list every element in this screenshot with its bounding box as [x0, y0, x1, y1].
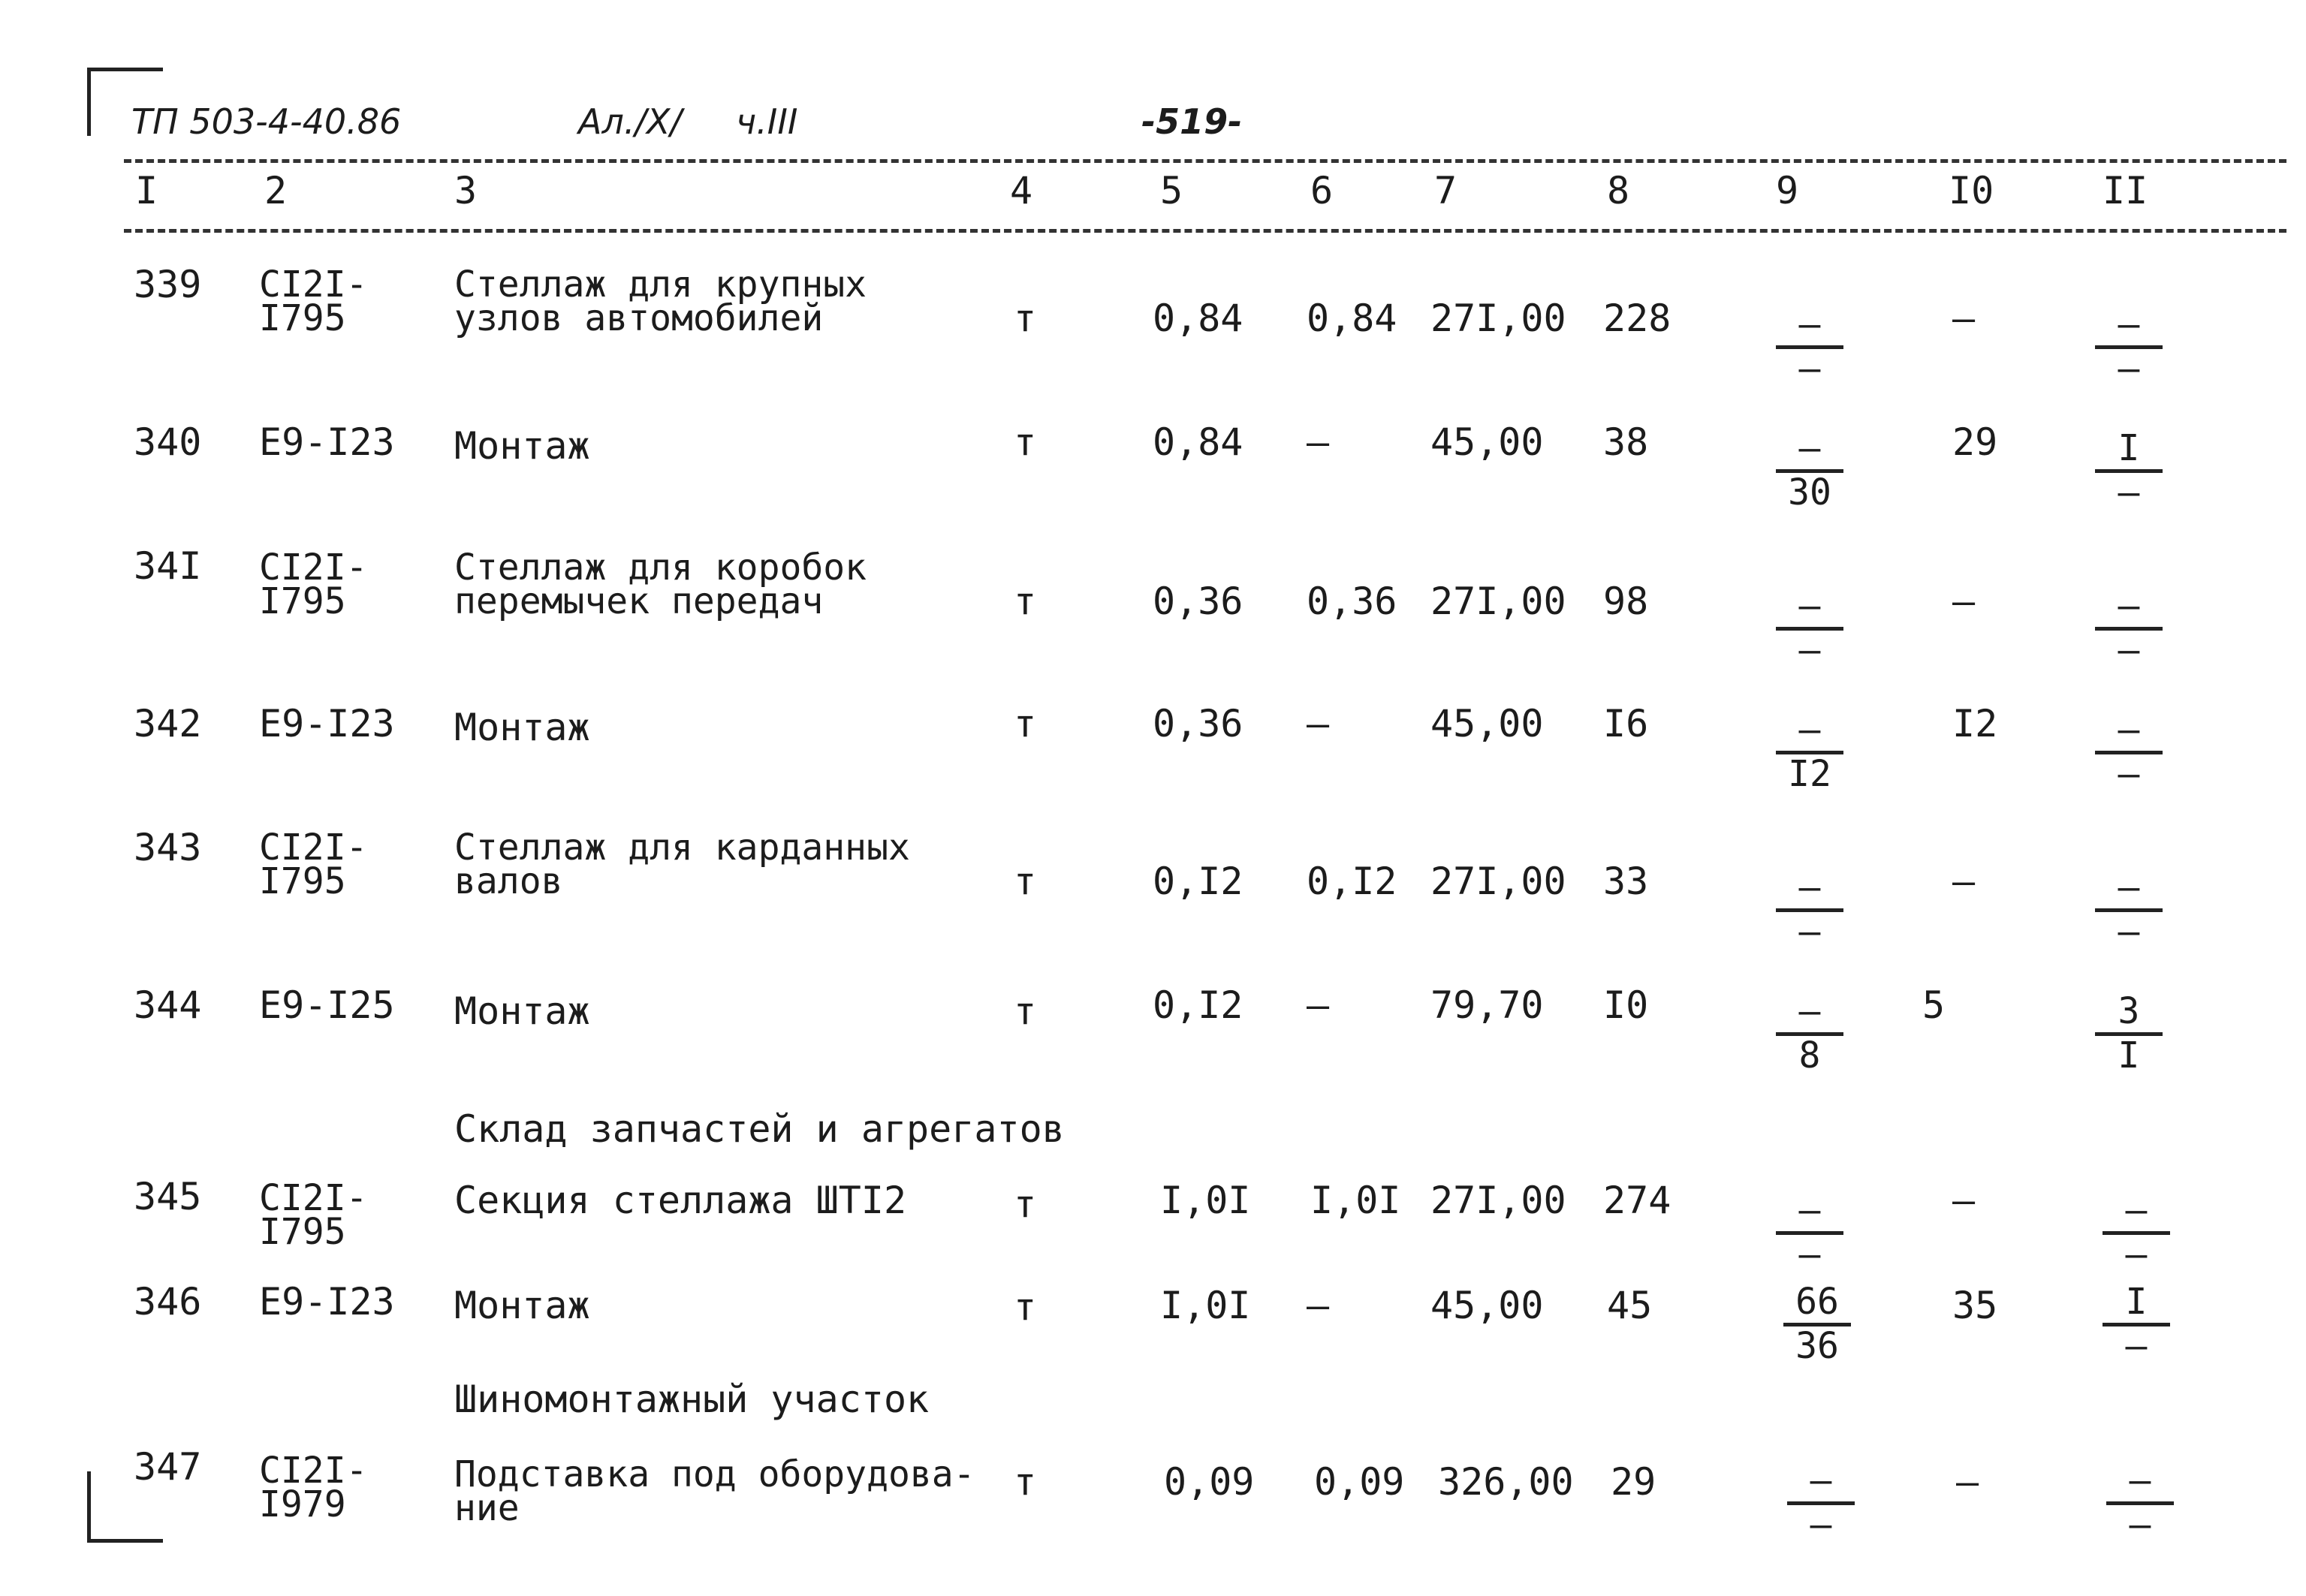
col11-denominator: – [2129, 1504, 2151, 1546]
unit: т [1014, 580, 1037, 623]
code-line-1: CI2I- [259, 547, 368, 589]
code-line-1: E9-I23 [259, 420, 395, 464]
description-line-1: Монтаж [454, 1284, 590, 1327]
col7-value: 27I,00 [1430, 860, 1566, 903]
row-number: 344 [134, 983, 202, 1027]
col6-value: – [1307, 702, 1330, 745]
section-heading-tire-area: Шиномонтажный участок [454, 1378, 930, 1421]
unit: т [1014, 1182, 1037, 1226]
col7-value: 45,00 [1430, 1284, 1544, 1327]
col9-numerator: – [1798, 585, 1821, 627]
col9-denominator: 30 [1788, 471, 1831, 513]
col11-fraction [2103, 1189, 2170, 1275]
col7-value: 27I,00 [1430, 580, 1566, 623]
col10-value: I2 [1952, 702, 1998, 745]
column-number-10: I0 [1949, 169, 1994, 212]
col8-value: 274 [1603, 1179, 1671, 1222]
col9-numerator: – [1798, 866, 1821, 908]
col8-value: 228 [1603, 297, 1671, 340]
description-line-2: узлов автомобилей [454, 297, 824, 339]
page-number: -519- [1141, 101, 1243, 142]
unit: т [1014, 1285, 1037, 1329]
col10-value: – [1952, 580, 1976, 623]
code-line-1: E9-I23 [259, 1280, 395, 1323]
code-line-2: I795 [259, 860, 346, 902]
col11-numerator: – [2129, 1459, 2151, 1501]
description-line-1: Подставка под оборудова- [454, 1453, 975, 1495]
unit: т [1014, 860, 1037, 903]
col8-value: 33 [1603, 860, 1649, 903]
col9-fraction [1776, 427, 1843, 513]
col5-value: 0,84 [1153, 420, 1243, 464]
row-number: 347 [134, 1445, 202, 1489]
col9-fraction [1776, 1189, 1843, 1275]
col10-value: 29 [1952, 420, 1998, 464]
col9-fraction [1776, 866, 1843, 953]
col5-value: 0,36 [1153, 580, 1243, 623]
col9-fraction [1776, 990, 1843, 1077]
col11-fraction [2095, 866, 2163, 953]
column-number-8: 8 [1607, 169, 1630, 212]
col8-value: 29 [1611, 1460, 1656, 1504]
col9-denominator: – [1798, 1233, 1821, 1275]
description-line-2: ние [454, 1487, 520, 1529]
code-line-2: I795 [259, 297, 346, 339]
col9-numerator: – [1798, 303, 1821, 345]
col8-value: I6 [1603, 702, 1649, 745]
col11-fraction [2095, 709, 2163, 795]
column-number-2: 2 [264, 169, 288, 212]
column-number-1: I [135, 169, 158, 212]
col9-fraction [1776, 709, 1843, 795]
unit: т [1014, 702, 1037, 745]
col9-denominator: I2 [1788, 753, 1831, 795]
col9-denominator: 8 [1798, 1034, 1821, 1077]
code-line-1: CI2I- [259, 827, 368, 869]
col9-denominator: 36 [1795, 1325, 1839, 1367]
col10-value: – [1956, 1460, 1979, 1504]
col10-value: – [1952, 860, 1976, 903]
col9-numerator: – [1810, 1459, 1832, 1501]
row-number: 346 [134, 1280, 202, 1323]
description-line-1: Монтаж [454, 424, 590, 468]
col11-numerator: – [2125, 1189, 2148, 1231]
row-number: 339 [134, 263, 202, 306]
code-line-1: E9-I25 [259, 983, 395, 1027]
unit: т [1014, 297, 1037, 340]
col11-fraction [2095, 990, 2163, 1077]
col7-value: 326,00 [1438, 1460, 1574, 1504]
col11-numerator: – [2118, 866, 2140, 908]
col11-denominator: I [2118, 1034, 2140, 1077]
col6-value: 0,84 [1307, 297, 1397, 340]
row-number: 340 [134, 420, 202, 464]
col11-numerator: – [2118, 709, 2140, 751]
col6-value: 0,36 [1307, 580, 1397, 623]
row-number: 345 [134, 1175, 202, 1218]
col5-value: 0,I2 [1153, 983, 1243, 1027]
col7-value: 27I,00 [1430, 1179, 1566, 1222]
col11-denominator: – [2125, 1233, 2148, 1275]
col10-value: – [1952, 297, 1976, 340]
header-rule-bottom [124, 229, 2286, 233]
col6-value: – [1307, 420, 1330, 464]
column-number-4: 4 [1010, 169, 1033, 212]
col9-numerator: – [1798, 990, 1821, 1032]
col5-value: 0,I2 [1153, 860, 1243, 903]
col11-numerator: 3 [2118, 990, 2140, 1032]
header-rule-top [124, 159, 2286, 163]
album-number: Ал./Х/ [578, 101, 682, 142]
col9-fraction [1776, 303, 1843, 390]
col6-value: – [1307, 1284, 1330, 1327]
description-line-1: Монтаж [454, 706, 590, 749]
part-number: ч.III [736, 101, 798, 142]
col6-value: 0,09 [1314, 1460, 1405, 1504]
document-code: ТП 503-4-40.86 [131, 101, 402, 142]
col11-fraction [2095, 427, 2163, 513]
col11-fraction [2095, 303, 2163, 390]
code-line-1: CI2I- [259, 1450, 368, 1492]
col8-value: 98 [1603, 580, 1649, 623]
col8-value: 38 [1603, 420, 1649, 464]
col9-denominator: – [1810, 1504, 1832, 1546]
unit: т [1014, 1460, 1037, 1504]
description-line-1: Стеллаж для крупных [454, 263, 867, 306]
row-number: 343 [134, 826, 202, 869]
col9-denominator: – [1798, 911, 1821, 953]
col10-value: – [1952, 1179, 1976, 1222]
description-line-2: перемычек передач [454, 580, 824, 622]
code-line-2: I795 [259, 580, 346, 622]
col11-numerator: – [2118, 585, 2140, 627]
column-number-5: 5 [1160, 169, 1183, 212]
col11-numerator: I [2125, 1281, 2148, 1323]
col11-numerator: – [2118, 303, 2140, 345]
description-line-2: валов [454, 860, 563, 902]
col6-value: I,0I [1310, 1179, 1401, 1222]
col11-fraction [2103, 1281, 2170, 1367]
col10-value: 35 [1952, 1284, 1998, 1327]
col5-value: 0,84 [1153, 297, 1243, 340]
unit: т [1014, 420, 1037, 464]
col11-denominator: – [2118, 753, 2140, 795]
col9-denominator: – [1798, 348, 1821, 390]
col11-denominator: – [2118, 629, 2140, 671]
column-number-9: 9 [1776, 169, 1799, 212]
col7-value: 79,70 [1430, 983, 1544, 1027]
col9-fraction [1787, 1459, 1855, 1546]
col6-value: 0,I2 [1307, 860, 1397, 903]
description-line-1: Стеллаж для карданных [454, 827, 910, 869]
column-number-7: 7 [1434, 169, 1457, 212]
col9-fraction [1776, 585, 1843, 671]
col5-value: I,0I [1160, 1284, 1251, 1327]
description-line-1: Стеллаж для коробок [454, 547, 867, 589]
column-number-3: 3 [454, 169, 478, 212]
col9-numerator: – [1798, 427, 1821, 469]
col9-numerator: – [1798, 709, 1821, 751]
row-number: 34I [134, 544, 202, 588]
col7-value: 45,00 [1430, 420, 1544, 464]
code-line-2: I979 [259, 1483, 346, 1525]
description-line-1: Секция стеллажа ШТI2 [454, 1179, 907, 1222]
col11-denominator: – [2118, 348, 2140, 390]
col8-value: I0 [1603, 983, 1649, 1027]
col7-value: 27I,00 [1430, 297, 1566, 340]
col11-fraction [2095, 585, 2163, 671]
col9-numerator: 66 [1795, 1281, 1839, 1323]
col9-fraction [1783, 1281, 1851, 1367]
col9-numerator: – [1798, 1189, 1821, 1231]
unit: т [1014, 989, 1037, 1033]
row-number: 342 [134, 702, 202, 745]
col11-fraction [2106, 1459, 2174, 1546]
description-line-1: Монтаж [454, 989, 590, 1033]
code-line-1: CI2I- [259, 263, 368, 306]
col8-value: 45 [1607, 1284, 1653, 1327]
column-number-11: II [2103, 169, 2148, 212]
code-line-1: CI2I- [259, 1177, 368, 1219]
col11-denominator: – [2118, 911, 2140, 953]
col10-value: 5 [1922, 983, 1946, 1027]
code-line-2: I795 [259, 1211, 346, 1253]
col9-denominator: – [1798, 629, 1821, 671]
col11-numerator: I [2118, 427, 2140, 469]
column-number-6: 6 [1310, 169, 1334, 212]
col5-value: 0,36 [1153, 702, 1243, 745]
section-heading-warehouse: Склад запчастей и агрегатов [454, 1107, 1065, 1151]
col7-value: 45,00 [1430, 702, 1544, 745]
col11-denominator: – [2118, 471, 2140, 513]
col5-value: 0,09 [1164, 1460, 1255, 1504]
col11-denominator: – [2125, 1325, 2148, 1367]
col6-value: – [1307, 983, 1330, 1027]
code-line-1: E9-I23 [259, 702, 395, 745]
col5-value: I,0I [1160, 1179, 1251, 1222]
